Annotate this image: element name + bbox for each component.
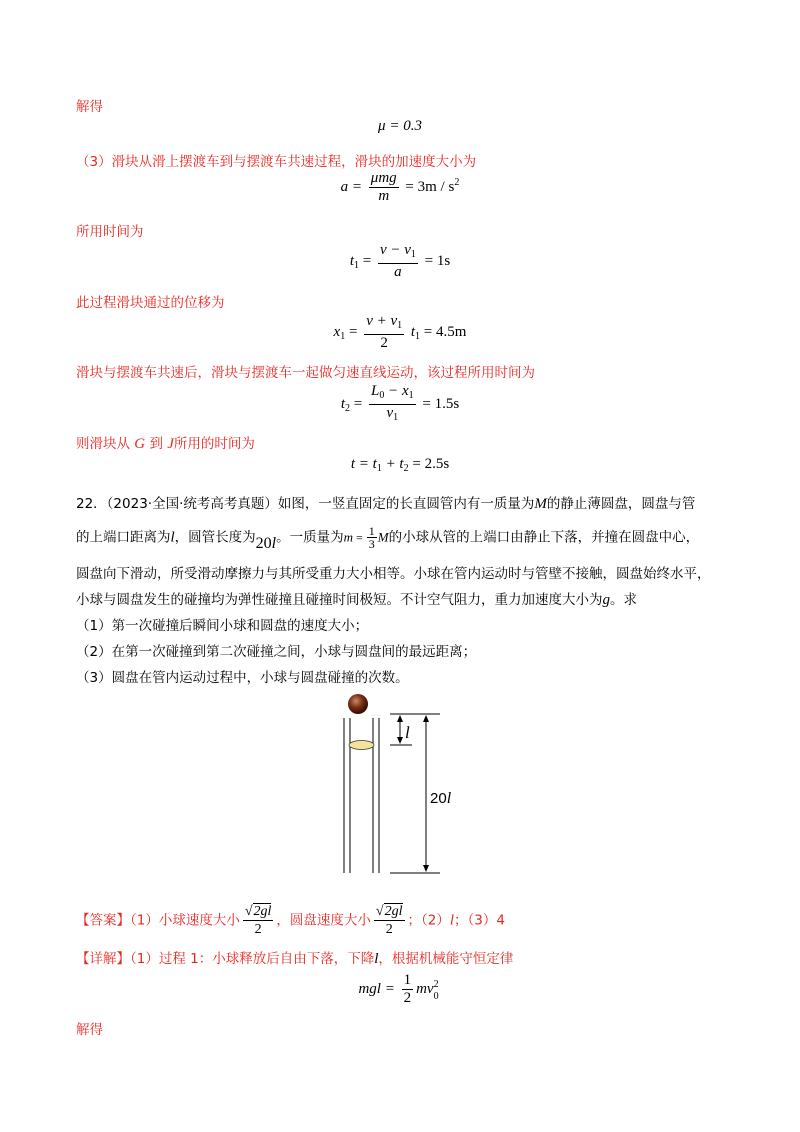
- fraction: $\frac{√2gl}{2}$: [375, 904, 403, 937]
- denominator: 2: [254, 922, 262, 937]
- numerator: L: [370, 383, 380, 399]
- tube-diagram: [320, 688, 480, 888]
- equation-total-time: [0, 456, 800, 474]
- problem-line: [76, 492, 695, 513]
- text: 的小球从管的上端口由静止下落，并撞在圆盘中心，: [388, 529, 700, 546]
- equation-energy: [0, 972, 800, 1007]
- equation-mu: [0, 118, 800, 135]
- text: 。求: [610, 592, 637, 608]
- subscript: 1: [353, 259, 359, 271]
- solution-line: （3）滑块从滑上摆渡车到与摆渡车共速过程，滑块的加速度大小为: [76, 154, 477, 170]
- text: 则滑块从: [76, 436, 130, 452]
- eq-lhs: a =: [340, 178, 363, 195]
- equation-time1: $t_1$ = $\frac{v - v_1}{a}$ = 1s: [349, 242, 451, 280]
- disc: [349, 741, 374, 750]
- var-l: l: [374, 951, 379, 967]
- equation-acceleration: [0, 170, 800, 205]
- var-l: l: [449, 912, 455, 929]
- denominator: 2: [385, 922, 393, 937]
- numerator: v − v: [379, 242, 411, 258]
- eq-lhs: mgl =: [358, 980, 399, 997]
- var-M: M: [534, 496, 547, 512]
- question-1: （1）第一次碰撞后瞬间小球和圆盘的速度大小；: [76, 618, 369, 634]
- label-20l: [430, 790, 452, 807]
- fraction: $\frac{√2gl}{2}$: [244, 904, 272, 937]
- text: （1）过程 1：小球释放后自由下落，下降: [130, 951, 375, 967]
- eq-rhs: = 1.5s: [422, 395, 460, 412]
- var-J: J: [167, 436, 174, 452]
- text: ；（3）4: [454, 912, 505, 929]
- text: 到: [149, 436, 163, 452]
- text: 22．（2023·全国·统考高考真题）如图，一竖直固定的长直圆管内有一质量为: [76, 496, 535, 512]
- equals: =: [353, 530, 366, 545]
- numerator: μmg: [370, 170, 397, 186]
- eq-rhs: = 3m / s: [405, 178, 455, 195]
- fraction: [378, 242, 418, 281]
- solution-line: [76, 432, 255, 453]
- fraction: [369, 170, 399, 205]
- number-20: 20: [255, 534, 272, 552]
- text: 所用的时间为: [173, 436, 255, 452]
- text: 的上端口距离为: [76, 529, 171, 546]
- subscript: 1: [408, 390, 414, 401]
- denominator: a: [394, 264, 402, 280]
- numerator: 1: [368, 524, 375, 538]
- subscript: 1: [393, 412, 399, 423]
- numerator-part: − x: [384, 383, 409, 399]
- eq-lhs: t: [340, 395, 346, 412]
- ball: [348, 694, 368, 714]
- solution-line: 解得: [76, 1022, 103, 1038]
- subscript: 2: [345, 402, 351, 414]
- denominator: m: [378, 188, 390, 204]
- subscript: 1: [415, 330, 421, 342]
- eq-lhs: x: [333, 323, 341, 340]
- text: ，圆盘速度大小: [276, 912, 371, 929]
- 20l-arrow-head-down: [423, 865, 429, 872]
- fraction: [367, 525, 377, 550]
- denominator: 2: [403, 990, 412, 1006]
- equation-time2: $t_2$ = $\frac{L_0 - x_1}{v_1}$ = 1.5s: [0, 383, 800, 426]
- text: ；（2）: [407, 912, 450, 929]
- var-m: m: [343, 529, 354, 545]
- subscript: 1: [410, 249, 416, 260]
- text: 的静止薄圆盘，圆盘与管: [546, 496, 696, 512]
- eq-term: t: [410, 323, 416, 340]
- denominator: 3: [368, 537, 375, 551]
- var-M: M: [377, 529, 389, 545]
- l-arrow-head-up: [397, 715, 403, 722]
- eq-text: μ = 0.3: [378, 118, 422, 134]
- text: ，根据机械能守恒定律: [378, 951, 514, 967]
- problem-line: [76, 588, 637, 609]
- eq-rhs: = 2.5s: [408, 456, 450, 472]
- subscript: 2: [403, 463, 409, 474]
- var-G: G: [134, 436, 146, 452]
- eq-term: + t: [381, 456, 404, 472]
- subscript: 1: [340, 330, 346, 342]
- sqrt-content: 2gl: [253, 904, 272, 919]
- sqrt-content: 2gl: [384, 904, 403, 919]
- superscript: 2: [454, 176, 460, 188]
- question-3: （3）圆盘在管内运动过程中，小球与圆盘碰撞的次数。: [76, 670, 409, 686]
- denominator: v: [386, 405, 394, 421]
- problem-line: 圆盘向下滑动，所受滑动摩擦力与其所受重力大小相等。小球在管内运动时与管壁不接触，圆盘始终水平，: [76, 566, 711, 582]
- label-var-l: l: [446, 790, 452, 807]
- text: （1）小球速度大小: [130, 912, 240, 929]
- subscript: 1: [397, 320, 403, 331]
- detail-line: [76, 947, 513, 968]
- denominator: 2: [380, 335, 388, 351]
- eq-rhs: mv: [416, 980, 434, 997]
- var-l: l: [170, 529, 175, 546]
- label-l: l: [405, 723, 410, 742]
- eq-rhs: = 4.5m: [420, 323, 467, 340]
- text: ，圆管长度为: [174, 529, 256, 546]
- answer-line: [76, 903, 505, 938]
- eq-lhs: t: [349, 252, 354, 269]
- solution-line: 解得: [76, 99, 103, 115]
- fraction: [402, 972, 414, 1007]
- answer-tag: 【答案】: [76, 912, 130, 929]
- superscript: 2: [433, 978, 439, 990]
- numerator: 1: [403, 972, 412, 988]
- problem-line: [76, 525, 699, 550]
- eq-lhs: t = t: [350, 456, 377, 472]
- subscript: 0: [433, 990, 439, 1002]
- equation-displacement: $x_1$ = $\frac{v + v_1}{2}$ $t_1 = 4.5m$: [333, 313, 467, 351]
- label-20: 20: [430, 790, 447, 807]
- var-g: g: [602, 592, 610, 608]
- text: 小球与圆盘发生的碰撞均为弹性碰撞且碰撞时间极短。不计空气阻力，重力加速度大小为: [76, 592, 603, 608]
- question-2: （2）在第一次碰撞到第二次碰撞之间，小球与圆盘间的最远距离；: [76, 644, 477, 660]
- subscript: 1: [376, 463, 382, 474]
- numerator: v + v: [366, 313, 398, 329]
- l-arrow-head-down: [397, 737, 403, 744]
- solution-line: 滑块与摆渡车共速后，滑块与摆渡车一起做匀速直线运动，该过程所用时间为: [76, 365, 535, 381]
- solution-line: 此过程滑块通过的位移为: [76, 295, 225, 311]
- fraction: [369, 383, 416, 426]
- text: 。一质量为: [276, 529, 344, 546]
- solution-line: 所用时间为: [76, 224, 144, 240]
- var-l: l: [271, 534, 277, 552]
- subscript: 0: [379, 390, 385, 401]
- fraction: [364, 313, 404, 352]
- eq-rhs: = 1s: [424, 252, 451, 269]
- 20l-arrow-head-up: [423, 715, 429, 722]
- detail-tag: 【详解】: [76, 951, 130, 967]
